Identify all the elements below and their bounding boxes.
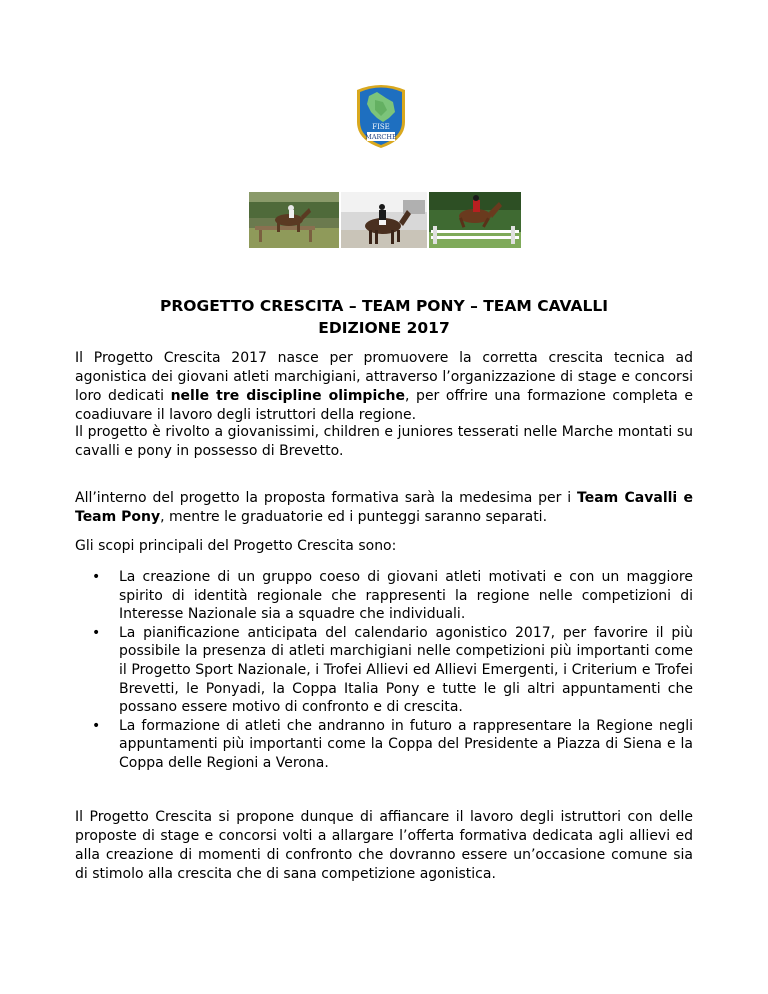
list-item-text: La formazione di atleti che andranno in futuro a rappresentare la Regione negli appuntamenti più importanti come la Coppa del Presidente a Piazza di Siena e la Coppa delle Regioni a Verona. xyxy=(119,717,693,771)
list-item-text: La pianificazione anticipata del calendario agonistico 2017, per favorire il più possibile la presenza di atleti marchigiani nelle competizioni più importanti come il Progetto Sport Nazionale, i Trofei Allievi ed Allievi Emergenti, i Criterium e Trofei Brevetti, le Ponyadi, la Coppa Italia Pony e tutte le gli altri appuntamenti che possano essere motivo di confronto e di crescita. xyxy=(119,624,693,716)
bullet-marker: • xyxy=(92,717,101,734)
paragraph-intro xyxy=(75,349,693,425)
cross-country-photo xyxy=(249,192,339,248)
paragraph-conclusion: Il Progetto Crescita si propone dunque di affiancare il lavoro degli istruttori con delle proposte di stage e concorsi volti a allargare l’offerta formativa dedicata agli allievi ed alla creazione di momenti di confronto che dovranno essere un’occasione comune sia di stimolo alla crescita che di sana competizione agonistica. xyxy=(75,809,693,882)
teams-text-b: , mentre le graduatorie ed i punteggi saranno separati. xyxy=(160,509,548,525)
list-item xyxy=(75,717,693,773)
show-jumping-photo xyxy=(429,192,521,248)
dressage-photo xyxy=(341,192,427,248)
title-line-2: EDIZIONE 2017 xyxy=(318,319,450,337)
bullet-marker: • xyxy=(92,624,101,641)
list-item-text: La creazione di un gruppo coeso di giovani atleti motivati e con un maggiore spirito di identità regionale che rappresenti la regione nelle competizioni di Interesse Nazionale sia a squadre che individuali. xyxy=(119,569,693,623)
bullet-marker: • xyxy=(92,569,101,585)
paragraph-teams xyxy=(75,489,693,527)
teams-text-bold: Team Cavalli e Team Pony xyxy=(75,490,694,525)
teams-text-a: All’interno del progetto la proposta formativa sarà la medesima per i xyxy=(75,490,578,506)
list-item xyxy=(75,568,693,624)
paragraph-goals-intro: Gli scopi principali del Progetto Crescita sono: xyxy=(75,538,397,554)
intro-text-a: Il Progetto Crescita 2017 nasce per promuovere la corretta crescita tecnica ad agonistica dei giovani atleti marchigiani, attraverso l’organizzazione di stage e concorsi loro dedicati xyxy=(75,350,693,404)
title-line-1: PROGETTO CRESCITA – TEAM PONY – TEAM CAVALLI xyxy=(160,297,608,315)
fise-marche-logo xyxy=(353,82,409,150)
goals-list xyxy=(75,568,693,773)
list-item xyxy=(75,624,693,717)
logo-text-fise: FISE xyxy=(372,123,390,131)
discipline-photos xyxy=(249,192,521,248)
document-title xyxy=(75,295,693,339)
intro-text-bold: nelle tre discipline olimpiche xyxy=(170,388,406,404)
paragraph-target: Il progetto è rivolto a giovanissimi, children e juniores tesserati nelle Marche montati su cavalli e pony in possesso di Brevetto. xyxy=(75,424,693,459)
intro-text-b: , per offrire una formazione completa e coadiuvare il lavoro degli istruttori della regione. xyxy=(75,388,693,423)
logo-text-marche: MARCHE xyxy=(365,133,397,141)
